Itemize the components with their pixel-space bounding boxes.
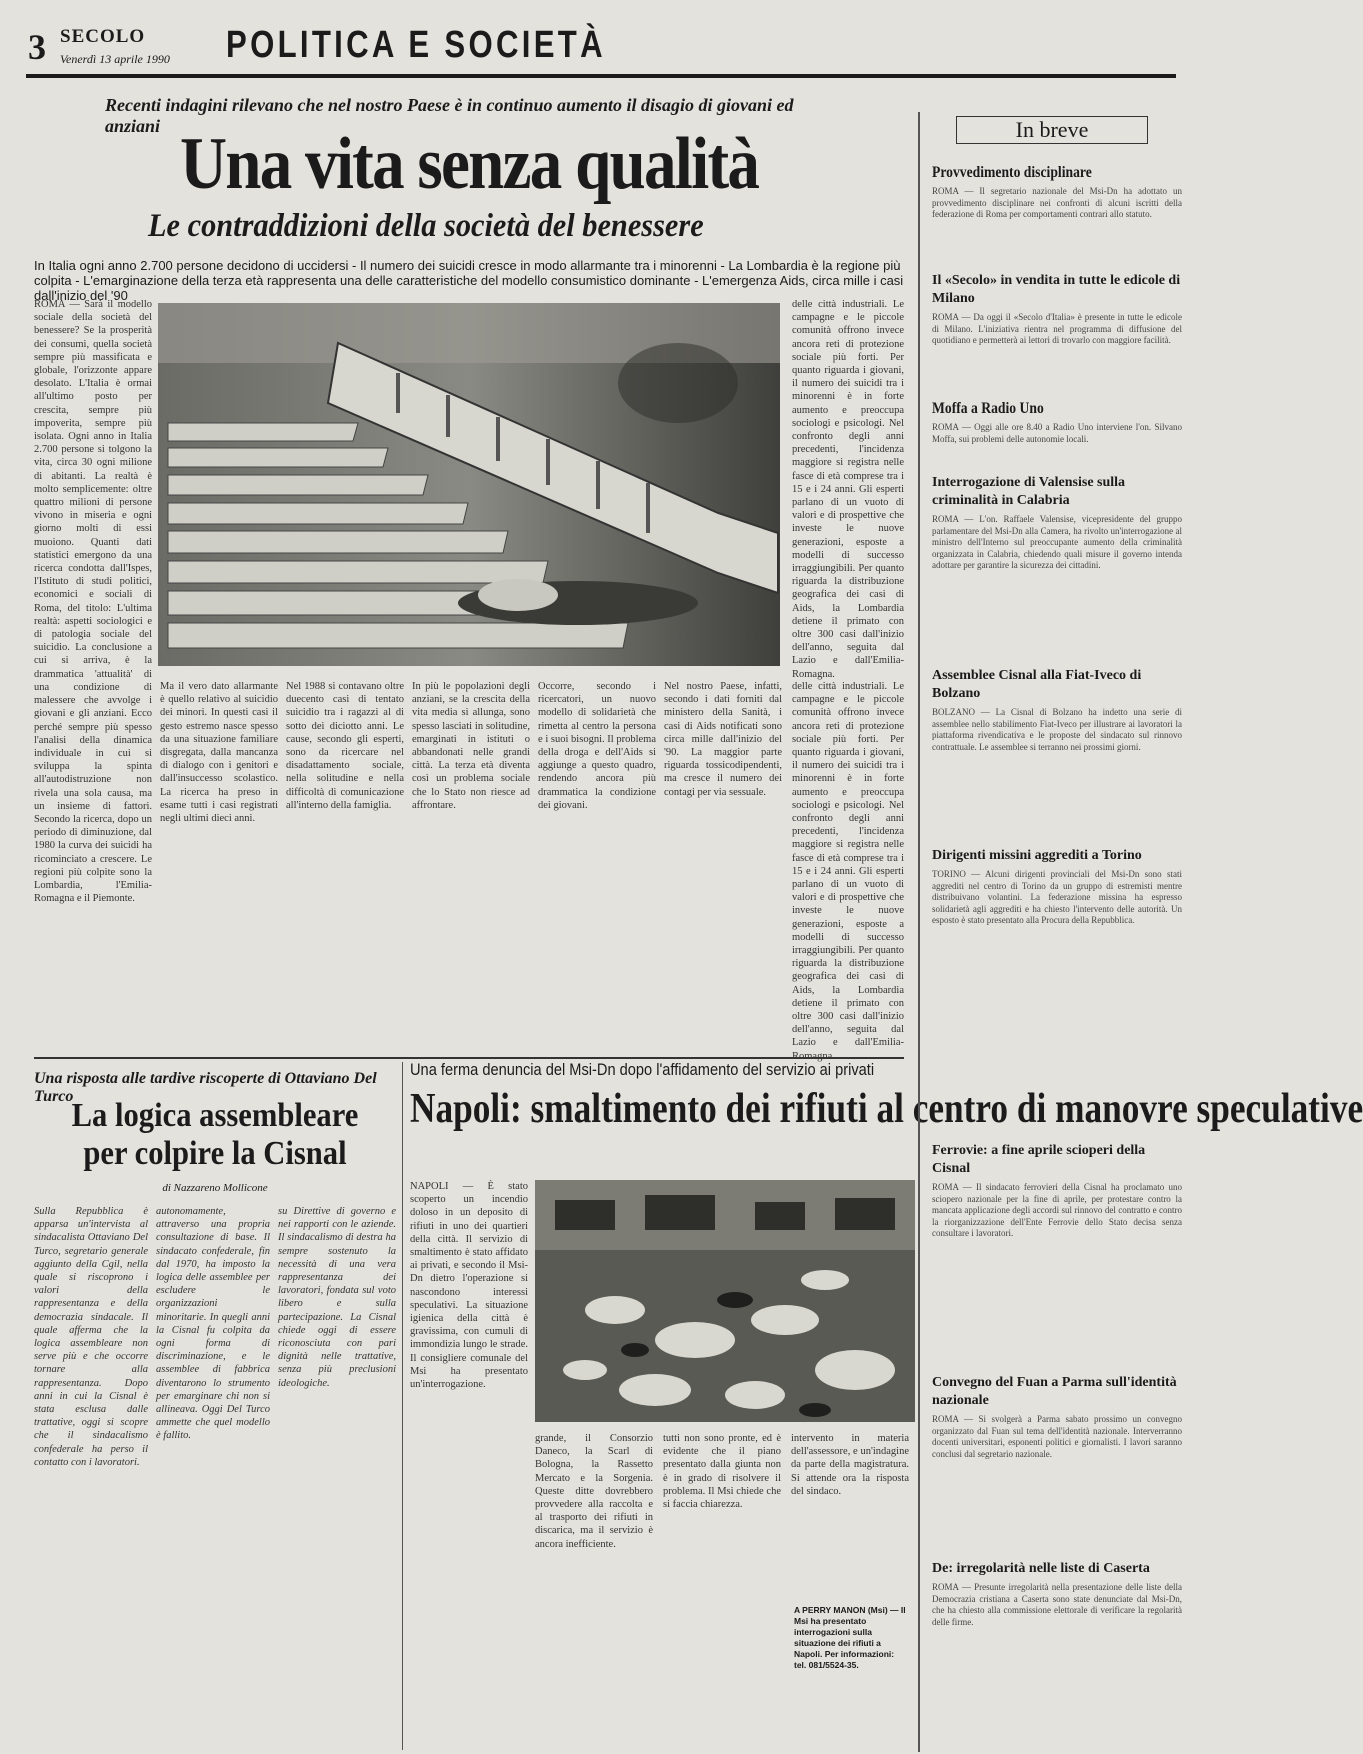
brief-text: ROMA — Oggi alle ore 8.40 a Radio Uno interviene l'on. Silvano Moffa, sui problemi delle autonomie locali. <box>932 422 1182 444</box>
brief-headline: Interrogazione di Valensise sulla criminalità in Calabria <box>932 475 1126 508</box>
lead-column-right: delle città industriali. Le campagne e le piccole comunità offrono invece ancora reti di protezione sociale più forti. Per quanto riguarda i giovani, il numero dei suicidi tra i minorenni è in forte aumento e preoccupa sociologi e psicologi. Nel confronto degli anni precedenti, l'incidenza maggiore si registra nelle fasce di età comprese tra i 15 e i 24 anni. Gli esperti parlano di un vuoto di valori e di prospettive che investe le nuove generazioni, esposte a modelli di successo irraggiungibili. Per quanto riguarda la distribuzione geografica dei casi di Aids, la Lombardia detiene il primato con oltre 300 casi dall'inizio dell'anno, seguita dal Lazio e dall'Emilia-Romagna. <box>792 299 904 680</box>
brief-headline: Convegno del Fuan a Parma sull'identità nazionale <box>932 1375 1177 1408</box>
napoli-column-3: tutti non sono pronte, ed è evidente che il piano presentato dalla giunta non è in grado di risolvere il problema. Il Msi chiede che si faccia chiarezza. <box>663 1433 781 1511</box>
brief-headline: Dirigenti missini aggrediti a Torino <box>932 848 1142 863</box>
brief-text: TORINO — Alcuni dirigenti provinciali del Msi-Dn sono stati aggrediti nel centro di Torino da un gruppo di estremisti mentre distribuivano volantini. La federazione missina ha espresso solidarietà agli aggrediti e ha chiesto l'intervento delle autorità. Un esposto è stato presentato alla Procura della Repubblica. <box>932 869 1182 925</box>
page-number: 3 <box>28 27 46 67</box>
paper-name: SECOLO <box>60 26 146 47</box>
brief-headline: De: irregolarità nelle liste di Caserta <box>932 1561 1150 1576</box>
brief-item <box>932 400 1182 452</box>
masthead-rule <box>26 74 1176 78</box>
brief-item <box>932 1142 1182 1372</box>
lead-column-2: Nel 1988 si contavano oltre duecento casi di tentato suicidio tra i ragazzi al di sotto dei diciotto anni. Le cause, secondo gli esperti, sono da ricercare nel disadattamento sociale, nella solitudine e nella difficoltà di comunicazione all'interno della famiglia. <box>286 681 404 811</box>
lead-column-5: Nel nostro Paese, infatti, secondo i dati forniti dal ministero della Sanità, i casi di Aids notificati sono circa mille dall'inizio del '90. La maggior parte riguarda tossicodipendenti, ma cresce il numero dei contagi per via sessuale. <box>664 681 782 798</box>
brief-text: ROMA — Il segretario nazionale del Msi-Dn ha adottato un provvedimento disciplinare nei confronti di alcuni iscritti della federazione di Roma per comportamenti contrari allo statuto. <box>932 186 1182 219</box>
section-divider <box>34 1057 904 1059</box>
brief-item <box>932 1560 1182 1712</box>
lead-column-left: ROMA — Sarà il modello sociale della società del benessere? Se la prosperità dei consumi, quella società sempre più massificata e globale, l'orizzonte appare desolato. L'Italia è ormai all'ultimo posto per crescita, sempre più impoverita, sempre più isolata. Ogni anno in Italia 2.700 persone si tolgono la vita, circa 30 ogni milione di abitanti. La realtà è molto semplicemente: oltre quattro milioni di persone vivono in miseria e ogni giorno molti di essi muoiono. Quanti dati statistici emergono da una ricerca condotta dall'Ispes, l'Istituto di studi politici, economici e sociali di Roma, del titolo: L'ultima realtà: aspetti sociologici e di patologia sociale del suicidio. La conclusione a cui si arriva, è la drammatica 'attualità' di una condizione di malessere che avvolge i giovani e gli anziani. Ecco perché sempre più spesso l'analisi della dinamica individuale in cui si sviluppa la spinta all'autodistruzione non rivela una sola causa, ma un insieme di fattori. Secondo la ricerca, dopo un periodo di diminuzione, dal 1980 la curva dei suicidi ha ricominciato a crescere. Le regioni più colpite sono la Lombardia, l'Emilia-Romagna e il Piemonte. <box>34 299 152 905</box>
lead-column-1: Ma il vero dato allarmante è quello relativo al suicidio dei minori. In questi casi il gesto estremo nasce spesso da una situazione familiare disgregata, dalla mancanza di dialogo con i genitori e dall'insuccesso scolastico. La ricerca ha preso in esame tutti i casi registrati negli ultimi dieci anni. <box>160 681 278 825</box>
issue-date: Venerdì 13 aprile 1990 <box>60 52 170 66</box>
cisnal-column-2: autonomamente, attraverso una propria consultazione di base. Il sindacato confederale, fin dal 1970, ha imposto la logica delle assemblee per escludere le organizzazioni minoritarie. In quegli anni la Cisnal fu colpita da ogni forma di discriminazione, e le assemblee di fabbrica diventarono lo strumento per emarginare chi non si allineava. Oggi Del Turco ammette che quel modello è fallito. <box>156 1206 270 1442</box>
lead-photo <box>158 303 780 666</box>
info-box: A PERRY MANON (Msi) — Il Msi ha presentato interrogazioni sulla situazione dei rifiuti a Napoli. Per informazioni: tel. 081/5524-35. <box>794 1605 906 1670</box>
brief-headline: Assemblee Cisnal alla Fiat-Iveco di Bolzano <box>932 668 1142 701</box>
napoli-photo <box>535 1180 915 1422</box>
brief-item <box>932 667 1182 827</box>
cisnal-column-1: Sulla Repubblica è apparsa un'intervista al sindacalista Ottaviano Del Turco, segretario generale aggiunto della Cgil, nella quale si riscoprono i valori della rappresentanza e della democrazia sindacale. Il quale afferma che la logica assembleare non serve più e che occorre tornare alla rappresentanza. Dopo anni in cui la Cisnal è stata esclusa dalle trattative, oggi si scopre che il sindacalismo confederale ha perso il contatto con i lavoratori. <box>34 1206 148 1468</box>
brief-headline: Moffa a Radio Uno <box>932 400 1044 417</box>
lead-kicker: Recenti indagini rilevano che nel nostro Paese è in continuo aumento il disagio di giovani ed anziani <box>105 95 794 136</box>
lead-subheadline: Le contraddizioni della società del benessere <box>148 208 704 244</box>
masthead <box>26 18 1176 78</box>
sidebar-title: In breve <box>956 116 1148 144</box>
cisnal-kicker: Una risposta alle tardive riscoperte di Ottaviano Del Turco <box>34 1070 377 1105</box>
lead-column-4: Occorre, secondo i ricercatori, un nuovo modello di solidarietà che rimetta al centro la persona e i suoi bisogni. Il problema della droga e dell'Aids si aggiunge a questo quadro, rendendo ancora più drammatica la condizione dei giovani. <box>538 681 656 811</box>
brief-text: ROMA — Il sindacato ferrovieri della Cisnal ha proclamato uno sciopero nazionale per la fine di aprile, per protestare contro la mancata applicazione degli accordi sul rinnovo del contratto e contro la riorganizzazione dell'Ente Ferrovie dello Stato decisa senza consultare i lavoratori. <box>932 1182 1182 1238</box>
brief-headline: Il «Secolo» in vendita in tutte le edicole di Milano <box>932 273 1181 306</box>
brief-text: ROMA — L'on. Raffaele Valensise, vicepresidente del gruppo parlamentare del Msi-Dn alla Camera, ha rivolto un'interrogazione al ministro dell'Interno sul preoccupante aumento della criminalità organizzata in Calabria, chiedendo quali misure il governo intenda adottare per garantire la sicurezza dei cittadini. <box>932 514 1182 570</box>
brief-item <box>932 272 1182 382</box>
napoli-column-1: NAPOLI — È stato scoperto un incendio doloso in un deposito di rifiuti in uno dei quartieri della città. Il servizio di smaltimento è stato affidato ai privati, e secondo il Msi-Dn dietro l'operazione si nascondono interessi speculativi. La situazione igienica della città è gravissima, con cumuli di immondizia lungo le strade. Il consigliere comunale del Msi ha presentato un'interrogazione. <box>410 1181 528 1391</box>
napoli-headline: Napoli: smaltimento dei rifiuti al centro di manovre speculative <box>410 1086 1363 1132</box>
lead-summary: In Italia ogni anno 2.700 persone decidono di uccidersi - Il numero dei suicidi cresce in modo allarmante tra i minorenni - La Lombardia è la regione più colpita - L'emarginazione della terza età rappresenta una delle caratteristiche del modello consumistico dominante - L'emergenza Aids, circa mille i casi dall'inizio del '90 <box>34 258 904 303</box>
brief-item <box>932 847 1182 1119</box>
brief-headline: Provvedimento disciplinare <box>932 164 1092 181</box>
brief-text: ROMA — Da oggi il «Secolo d'Italia» è presente in tutte le edicole di Milano. L'iniziativa rientra nel programma di diffusione del quotidiano e permetterà ai lettori di trovarlo con maggiore facilità. <box>932 312 1182 345</box>
in-breve-sidebar <box>918 112 1182 1752</box>
napoli-kicker: Una ferma denuncia del Msi-Dn dopo l'affidamento del servizio ai privati <box>410 1060 875 1079</box>
lead-column-6: delle città industriali. Le campagne e le piccole comunità offrono invece ancora reti di protezione sociale più forti. Per quanto riguarda i giovani, il numero dei suicidi tra i minorenni è in forte aumento e preoccupa sociologi e psicologi. Nel confronto degli anni precedenti, l'incidenza maggiore si registra nelle fasce di età comprese tra i 15 e i 24 anni. Gli esperti parlano di un vuoto di valori e di prospettive che investe le nuove generazioni, esposte a modelli di successo irraggiungibili. Per quanto riguarda la distribuzione geografica dei casi di Aids, la Lombardia detiene il primato con oltre 300 casi dall'inizio dell'anno, seguita dal Lazio e dall'Emilia- <box>792 681 904 1049</box>
napoli-column-2: grande, il Consorzio Daneco, la Scarl di Bologna, la Rassetto Mercato e la Sorgenia. Queste ditte dovrebbero provvedere alla raccolta e al trasporto dei rifiuti in discarica, ma il servizio è ancora inefficiente. <box>535 1433 653 1550</box>
brief-text: BOLZANO — La Cisnal di Bolzano ha indetto una serie di assemblee nello stabilimento Fiat-Iveco per illustrare ai lavoratori la piattaforma rivendicativa e le proposte del sindacato sul rinnovo contrattuale. Le assemblee si terranno nei prossimi giorni. <box>932 707 1182 752</box>
lead-column-3: In più le popolazioni degli anziani, se la crescita della vita media si allunga, sono spesso lasciati in solitudine, emarginati in istituti o abbandonati nelle grandi città. La terza età diventa così un problema sociale che lo Stato non riesce ad affrontare. <box>412 681 530 811</box>
brief-text: ROMA — Si svolgerà a Parma sabato prossimo un convegno organizzato dal Fuan sul tema dell'identità nazionale. Interverranno docenti universitari, esponenti politici e giornalisti. I lavori saranno conclusi dal segretario nazionale. <box>932 1414 1182 1459</box>
brief-item <box>932 164 1182 246</box>
cisnal-column-3: su Direttive di governo e nei rapporti con le aziende. Il sindacalismo di destra ha sempre sostenuto la necessità di una vera rappresentanza dei lavoratori, fondata sul voto libero e sulla partecipazione. La Cisnal chiede oggi di essere riconosciuta con pari dignità nelle trattative, senza più preclusioni ideologiche. <box>278 1206 396 1389</box>
brief-headline: Ferrovie: a fine aprile scioperi della Cisnal <box>932 1143 1146 1176</box>
brief-item <box>932 1374 1182 1554</box>
cisnal-byline: di Nazzareno Mollicone <box>162 1182 268 1194</box>
lead-headline: Una vita senza qualità <box>180 123 759 205</box>
cisnal-headline: La logica assembleare per colpire la Cisnal <box>71 1097 359 1172</box>
brief-text: ROMA — Presunte irregolarità nella presentazione delle liste della Democrazia cristiana a Caserta sono state denunciate dal Msi-Dn, che ha chiesto alla commissione elettorale di verificare la regolarità delle firme. <box>932 1582 1182 1627</box>
brief-item <box>932 474 1182 649</box>
section-title: POLITICA E SOCIETÀ <box>226 24 606 66</box>
column-separator <box>402 1062 403 1750</box>
napoli-column-4: intervento in materia dell'assessore, e un'indagine da parte della magistratura. Si attende ora la risposta del sindaco. <box>791 1433 909 1497</box>
